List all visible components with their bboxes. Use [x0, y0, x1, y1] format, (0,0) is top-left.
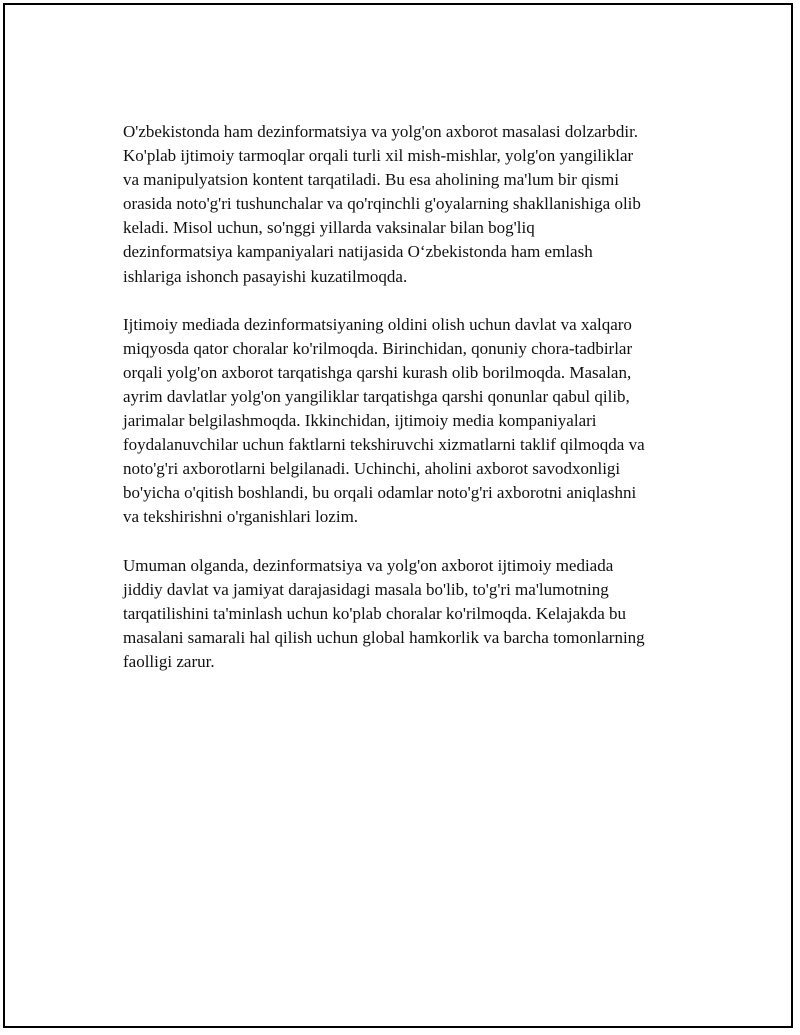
- paragraph-line: noto'g'ri axborotlarni belgilanadi. Uchinchi, aholini axborot savodxonligi: [123, 459, 621, 479]
- paragraph-line: ayrim davlatlar yolg'on yangiliklar tarqatishga qarshi qonunlar qabul qilib,: [123, 386, 630, 406]
- document-body: [123, 120, 703, 698]
- paragraph-line: keladi. Misol uchun, so'nggi yillarda vaksinalar bilan bog'liq: [123, 218, 535, 238]
- paragraph-line: Umuman olganda, dezinformatsiya va yolg'on axborot ijtimoiy mediada: [123, 555, 614, 575]
- paragraph-line: va manipulyatsion kontent tarqatiladi. Bu esa aholining ma'lum bir qismi: [123, 170, 619, 190]
- paragraph-line: foydalanuvchilar uchun faktlarni tekshiruvchi xizmatlarni taklif qilmoqda va: [123, 435, 645, 455]
- paragraph-line: Ijtimoiy mediada dezinformatsiyaning oldini olish uchun davlat va xalqaro: [123, 314, 632, 334]
- paragraph-line: Ko'plab ijtimoiy tarmoqlar orqali turli xil mish-mishlar, yolg'on yangiliklar: [123, 146, 634, 166]
- paragraph-line: va tekshirishni o'rganishlari lozim.: [123, 507, 359, 527]
- paragraph-line: jarimalar belgilashmoqda. Ikkinchidan, ijtimoiy media kompaniyalari: [123, 411, 597, 431]
- paragraph-3: [123, 554, 703, 674]
- paragraph-line: bo'yicha o'qitish boshlandi, bu orqali odamlar noto'g'ri axborotni aniqlashni: [123, 483, 637, 503]
- paragraph-line: orasida noto'g'ri tushunchalar va qo'rqinchli g'oyalarning shakllanishiga olib: [123, 194, 641, 214]
- paragraph-line: ishlariga ishonch pasayishi kuzatilmoqda.: [123, 266, 408, 286]
- paragraph-2: [123, 313, 703, 530]
- paragraph-line: faolligi zarur.: [123, 651, 215, 671]
- paragraph-line: dezinformatsiya kampaniyalari natijasida O‘zbekistonda ham emlash: [123, 242, 593, 262]
- page-frame: [3, 3, 793, 1028]
- paragraph-line: miqyosda qator choralar ko'rilmoqda. Birinchidan, qonuniy chora-tadbirlar: [123, 338, 633, 358]
- paragraph-1: [123, 120, 703, 289]
- paragraph-line: O'zbekistonda ham dezinformatsiya va yolg'on axborot masalasi dolzarbdir.: [123, 122, 639, 141]
- paragraph-line: jiddiy davlat va jamiyat darajasidagi masala bo'lib, to'g'ri ma'lumotning: [123, 579, 609, 599]
- paragraph-line: orqali yolg'on axborot tarqatishga qarshi kurash olib borilmoqda. Masalan,: [123, 362, 632, 382]
- paragraph-line: masalani samarali hal qilish uchun global hamkorlik va barcha tomonlarning: [123, 627, 645, 647]
- paragraph-line: tarqatilishini ta'minlash uchun ko'plab choralar ko'rilmoqda. Kelajakda bu: [123, 603, 626, 623]
